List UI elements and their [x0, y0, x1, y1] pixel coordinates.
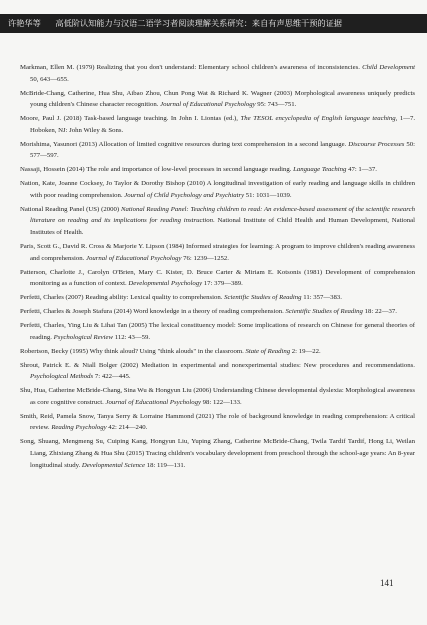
reference-citation-details: 50: 577—597.: [30, 140, 415, 160]
reference-citation-details: 95: 743—751.: [255, 101, 297, 109]
reference-source-title: Journal of Educational Psychology: [160, 101, 256, 109]
reference-entry: [20, 139, 415, 162]
reference-entry: [20, 436, 415, 471]
reference-source-title: Scientific Studies of Reading: [224, 294, 302, 302]
reference-text: Shu, Hua, Catherine McBride-Chang, Sina Wu & Hongyun Liu (2006) Understanding Chinese developmental dyslexia: Morphological awareness as core cognitive construct.: [20, 387, 415, 406]
reference-citation-details: 2: 19—22.: [290, 347, 321, 355]
reference-entry: [20, 164, 415, 176]
reference-source-title: Language Teaching: [293, 166, 347, 174]
reference-source-title: Reading Psychology: [51, 424, 107, 432]
reference-entry: [20, 411, 415, 434]
reference-text: Moore, Paul J. (2018) Task-based language teaching. In John I. Liontas (ed.),: [20, 115, 241, 123]
reference-citation-details: 112: 43—59.: [113, 333, 151, 341]
reference-source-title: Psychological Review: [53, 333, 114, 341]
reference-source-title: Discourse Processes: [348, 140, 405, 148]
reference-entry: [20, 62, 415, 85]
reference-citation-details: , 1—7. Hoboken, NJ: John Wiley & Sons.: [30, 115, 416, 134]
reference-entry: [20, 360, 415, 383]
reference-entry: [20, 306, 415, 318]
reference-entry: [20, 346, 415, 358]
header-authors: 许艳华等: [8, 18, 41, 28]
reference-text: Perfetti, Charles & Joseph Stafura (2014) Word knowledge in a theory of reading comprehension.: [20, 308, 286, 316]
reference-citation-details: 76: 1239—1252.: [181, 254, 229, 262]
reference-entry: [20, 113, 415, 136]
reference-list: [20, 62, 415, 474]
reference-citation-details: 47: 1—37.: [346, 166, 377, 174]
running-header: [0, 14, 427, 33]
reference-citation-details: 51: 1031—1039.: [244, 191, 292, 199]
reference-source-title: Psychological Methods: [30, 373, 94, 381]
reference-text: Perfetti, Charles (2007) Reading ability: Lexical quality to comprehension.: [20, 294, 225, 302]
reference-text: Morishima, Yasunori (2013) Allocation of limited cognitive resources during text comprehension in a second language.: [20, 140, 349, 148]
reference-citation-details: . National Institute of Child Health and Human Development, National Institutes of Health.: [30, 217, 415, 237]
reference-entry: [20, 88, 415, 111]
page-number: 141: [380, 578, 394, 588]
reference-text: McBride-Chang, Catherine, Hua Shu, Aibao Zhou, Chun Pong Wat & Richard K. Wagner (2003) Morphological awareness uniquely predicts young children's Chinese character recognition.: [20, 89, 415, 109]
reference-source-title: National Reading Panel: Teaching children to read: An evidence-based assessment of the scientific research literature on reading and its implications for reading instruction: [30, 205, 415, 225]
reference-source-title: Journal of Child Psychology and Psychiatry: [124, 191, 245, 199]
reference-text: Paris, Scott G., David R. Cross & Marjorie Y. Lipson (1984) Informed strategies for learning: A program to improve children's reading awareness and comprehension.: [20, 243, 415, 262]
reference-text: National Reading Panel (US) (2000): [20, 205, 121, 213]
reference-entry: [20, 385, 415, 408]
reference-citation-details: 50, 643—655.: [30, 75, 69, 83]
reference-citation-details: 18: 119—131.: [145, 461, 186, 469]
reference-text: Patterson, Charlotte J., Carolyn O'Brien, Mary C. Kister, D. Bruce Carter & Miriam E. Kotsonis (1981) Development of comprehension monitoring as a function of context.: [20, 268, 415, 288]
reference-text: Robertson, Becky (1995) Why think aloud? Using "think alouds" in the classroom.: [20, 347, 246, 355]
reference-text: Markman, Ellen M. (1979) Realizing that you don't understand: Elementary school children's awareness of inconsistencies.: [20, 64, 363, 71]
reference-source-title: Scientific Studies of Reading: [285, 308, 363, 316]
reference-source-title: Developmental Psychology: [128, 280, 203, 288]
reference-entry: [20, 292, 415, 304]
reference-text: Nation, Kate, Joanne Cocksey, Jo Taylor & Dorothy Bishop (2010) A longitudinal investigation of early reading and language skills in children with poor reading comprehension.: [20, 180, 415, 199]
reference-citation-details: 11: 357—383.: [301, 294, 342, 302]
reference-text: Shrout, Patrick E. & Niall Bolger (2002) Mediation in experimental and nonexperimental studies: New procedures and recommendations.: [20, 361, 415, 369]
reference-entry: [20, 204, 415, 239]
reference-entry: [20, 241, 415, 264]
reference-source-title: Journal of Educational Psychology: [105, 398, 201, 406]
header-title: 高低阶认知能力与汉语二语学习者阅读理解关系研究：来自有声思维干预的证据: [55, 18, 342, 28]
reference-text: Perfetti, Charles, Ying Liu & Lihai Tan (2005) The lexical constituency model: Some implications of research on Chinese for general theories of reading.: [20, 322, 415, 341]
reference-source-title: Child Development: [362, 64, 415, 71]
reference-source-title: State of Reading: [245, 347, 291, 355]
reference-citation-details: 42: 214—240.: [106, 424, 148, 432]
reference-citation-details: 17: 379—389.: [202, 280, 243, 288]
reference-entry: [20, 320, 415, 343]
reference-citation-details: 7: 422—445.: [93, 373, 131, 381]
reference-citation-details: 98: 122—133.: [200, 398, 242, 406]
reference-source-title: Journal of Educational Psychology: [86, 254, 182, 262]
reference-entry: [20, 178, 415, 201]
reference-source-title: The TESOL encyclopedia of English language teaching: [240, 115, 396, 123]
reference-entry: [20, 267, 415, 290]
reference-text: Song, Shuang, Mengmeng Su, Cuiping Kang, Hongyun Liu, Yuping Zhang, Catherine McBride-Chang, Twila Tardif Tardif, Hong Li, Weilan Liang, Zhixiang Zhang & Hua Shu (2015) Tracing children's vocabulary development from preschool through the school-age years: An 8-year longitudinal study.: [20, 438, 415, 469]
reference-citation-details: 18: 22—37.: [362, 308, 397, 316]
reference-source-title: Developmental Science: [81, 461, 146, 469]
reference-text: Nassaji, Hossein (2014) The role and importance of low-level processes in second language reading.: [20, 166, 294, 174]
reference-text: Smith, Reid, Pamela Snow, Tanya Serry & Lorraine Hammond (2021) The role of background knowledge in reading comprehension: A critical review.: [20, 412, 415, 432]
